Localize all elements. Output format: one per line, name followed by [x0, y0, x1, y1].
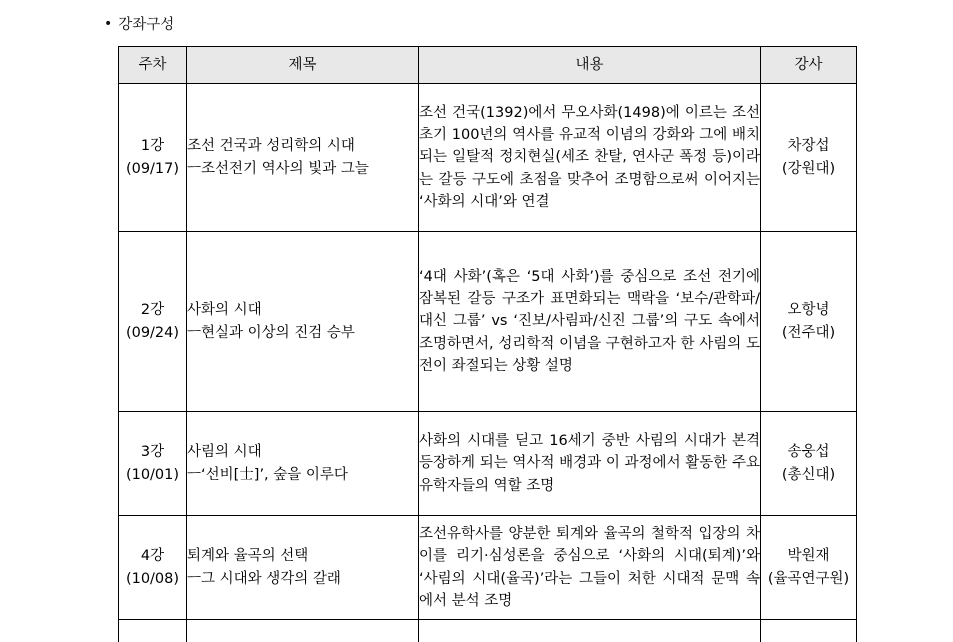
cell-lecturer: 송웅섭 (총신대): [761, 412, 857, 516]
cell-content: 사화의 시대를 딛고 16세기 중반 사림의 시대가 본격 등장하게 되는 역사적 배경과 이 과정에서 활동한 주요 유학자들의 역할 조명: [419, 412, 761, 516]
table-row: [119, 412, 857, 516]
cell-content: 조선 건국(1392)에서 무오사화(1498)에 이르는 조선 초기 100년의 역사를 유교적 이념의 강화와 그에 배치되는 일탈적 정치현실(세조 찬탈, 연사군 폭정 등)이라는 갈등 구도에 초점을 맞추어 조명함으로써 이어지는 ‘사화의 시대’와 연결: [419, 84, 761, 232]
cell-title: 사화의 시대 ㅡ현실과 이상의 진검 승부: [187, 232, 419, 412]
cell-week: 2강 (09/24): [119, 232, 187, 412]
cell-lecturer: 박원재 (율곡연구원): [761, 516, 857, 620]
cell-content: 조선유학사를 양분한 퇴계와 율곡의 철학적 입장의 차이를 리기·심성론을 중심으로 ‘사화의 시대(퇴계)’와 ‘사림의 시대(율곡)’라는 그들이 처한 시대적 문맥 속에서 분석 조명: [419, 516, 761, 620]
cell-week: 3강 (10/01): [119, 412, 187, 516]
cell-lecturer: 오항녕 (전주대): [761, 232, 857, 412]
cell-lecturer: 차장섭 (강원대): [761, 84, 857, 232]
table-row: [119, 516, 857, 620]
table-header-row: [119, 47, 857, 84]
course-structure-table: [118, 46, 857, 642]
bullet-icon: •: [104, 16, 113, 32]
table-row: [119, 84, 857, 232]
cell-title: 사림의 시대 ㅡ‘선비[士]’, 숲을 이루다: [187, 412, 419, 516]
column-header-title: 제목: [187, 47, 419, 84]
cell-title: 조선 건국과 성리학의 시대 ㅡ조선전기 역사의 빛과 그늘: [187, 84, 419, 232]
section-heading: [104, 16, 174, 34]
column-header-week: 주차: [119, 47, 187, 84]
cell-content: ‘4대 사화’(혹은 ‘5대 사화’)를 중심으로 조선 전기에 잠복된 갈등 구조가 표면화되는 맥락을 ‘보수/관학파/대신 그룹’ vs ‘진보/사림파/신진 그룹’의 구도 속에서 조명하면서, 성리학적 이념을 구현하고자 한 사림의 도전이 좌절되는 상황 설명: [419, 232, 761, 412]
cell-title: 퇴계와 율곡의 선택 ㅡ그 시대와 생각의 갈래: [187, 516, 419, 620]
section-heading-label: 강좌구성: [118, 17, 175, 33]
column-header-content: 내용: [419, 47, 761, 84]
cell-week: 4강 (10/08): [119, 516, 187, 620]
cell-week: 1강 (09/17): [119, 84, 187, 232]
column-header-lecturer: 강사: [761, 47, 857, 84]
table-row: [119, 232, 857, 412]
